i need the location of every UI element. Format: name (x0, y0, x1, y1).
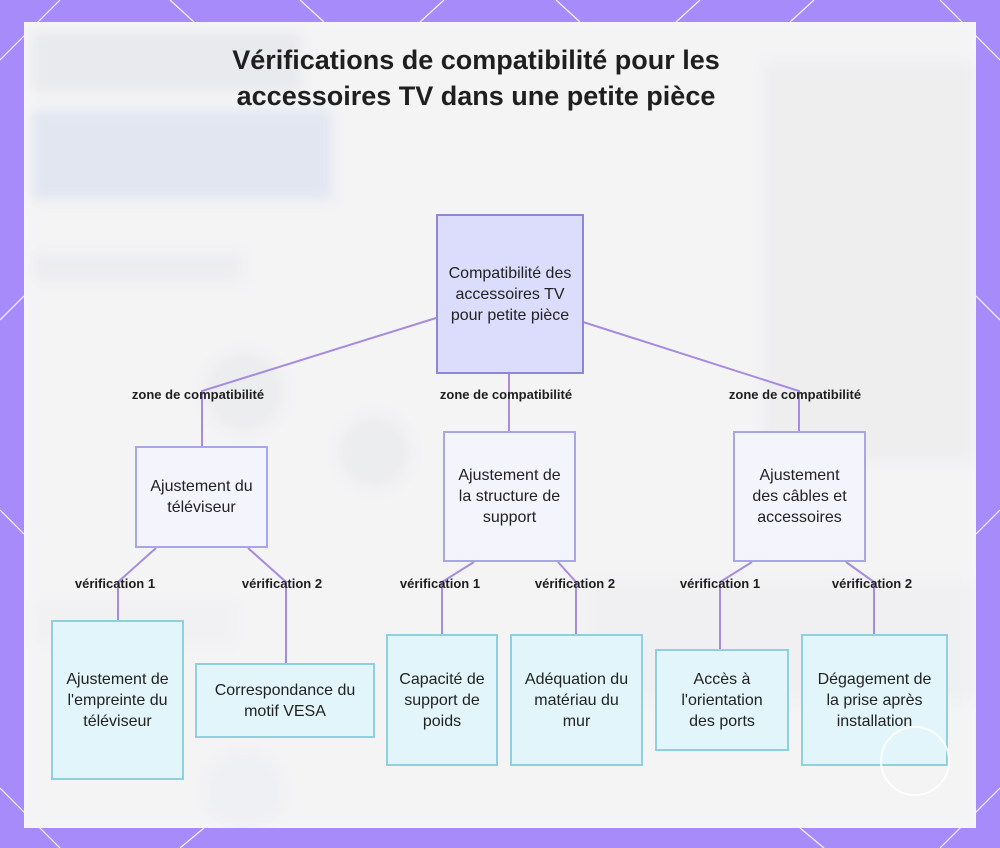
leaf-node-label: Adéquation du matériau du mur (524, 670, 629, 730)
leaf-node-vesa-pattern (195, 663, 375, 738)
branch-node-label: Ajustement des câbles et accessoires (752, 467, 847, 526)
watermark-badge (880, 726, 950, 796)
edge-branch-3-child-2 (846, 562, 874, 635)
root-node (436, 214, 584, 374)
edge-root-branch-3 (583, 322, 799, 432)
edge-root-branch-1 (202, 318, 436, 446)
branch-node-label: Ajustement de la structure de support (458, 467, 561, 526)
branch-node-cables-accessories (733, 431, 866, 562)
edge-label-check-1-2: vérification 2 (241, 576, 323, 591)
edge-label-check-3-1: vérification 1 (679, 576, 761, 591)
edge-label-zone-1: zone de compatibilité (131, 387, 265, 402)
leaf-node-label: Ajustement de l'empreinte du téléviseur (66, 670, 169, 730)
edge-label-check-2-1: vérification 1 (399, 576, 481, 591)
leaf-node-port-orientation (655, 649, 789, 751)
diagram-title: Vérifications de compatibilité pour les accessoires TV dans une petite pièce (232, 45, 720, 111)
edge-label-check-2-2: vérification 2 (534, 576, 616, 591)
edge-branch-2-child-2 (558, 562, 576, 635)
leaf-node-label: Dégagement de la prise après installation (817, 670, 932, 730)
leaf-node-wall-material (510, 634, 643, 766)
branch-node-support-structure (443, 431, 576, 562)
leaf-node-label: Accès à l'orientation des ports (681, 670, 763, 730)
leaf-node-label: Capacité de support de poids (399, 670, 485, 730)
leaf-node-tv-footprint (51, 620, 184, 780)
edge-label-zone-2: zone de compatibilité (439, 387, 573, 402)
branch-node-label: Ajustement du téléviseur (150, 478, 253, 516)
leaf-node-weight-capacity (386, 634, 498, 766)
root-node-label: Compatibilité des accessoires TV pour petite pièce (448, 264, 572, 324)
edge-label-check-3-2: vérification 2 (831, 576, 913, 591)
edge-branch-2-child-1 (442, 562, 474, 635)
branch-node-tv-fit (135, 446, 268, 548)
edge-label-check-1-1: vérification 1 (74, 576, 156, 591)
edge-label-zone-3: zone de compatibilité (728, 387, 862, 402)
leaf-node-label: Correspondance du motif VESA (214, 681, 356, 720)
edge-branch-1-child-2 (248, 548, 286, 663)
